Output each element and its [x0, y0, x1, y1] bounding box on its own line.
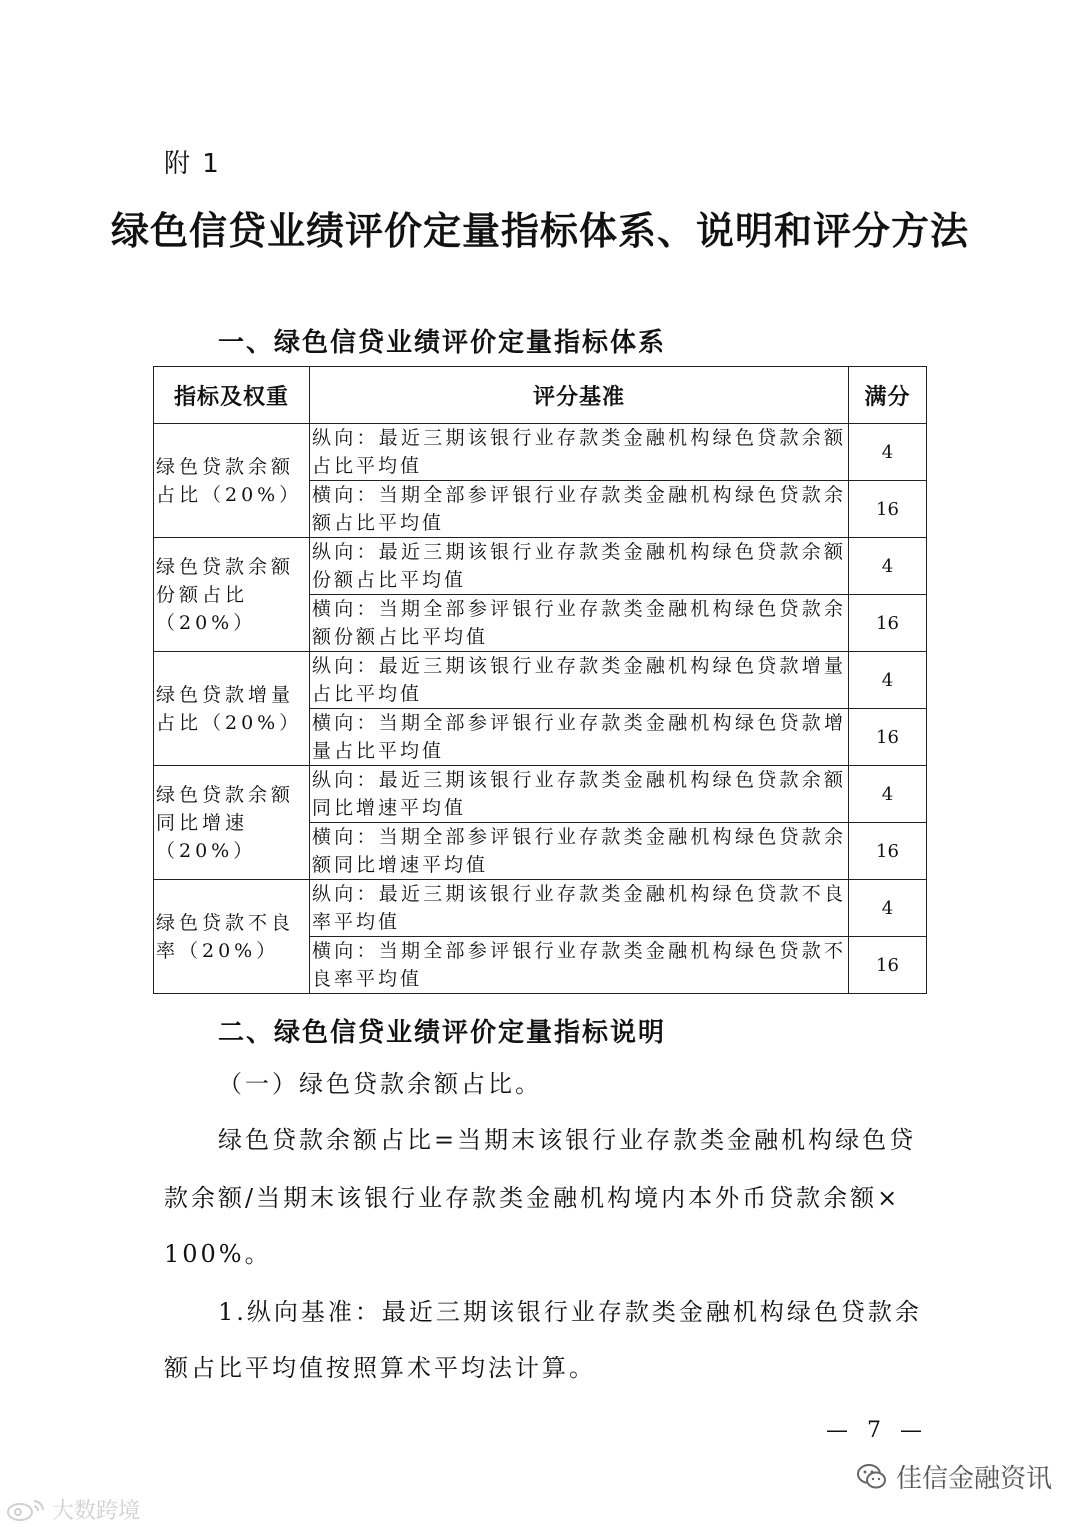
- criteria-cell: 纵向：最近三期该银行业存款类金融机构绿色贷款余额占比平均值: [310, 424, 849, 481]
- indicator-name: 绿色贷款余额占比（20%）: [154, 424, 310, 538]
- score-cell: 4: [849, 424, 927, 481]
- section-2-heading: 二、绿色信贷业绩评价定量指标说明: [218, 1018, 667, 1048]
- page-number: — 7 —: [826, 1418, 928, 1443]
- header-score: 满分: [849, 367, 927, 424]
- score-cell: 16: [849, 595, 927, 652]
- formula-line: 款余额/当期末该银行业存款类金融机构境内本外币贷款余额×: [164, 1184, 901, 1212]
- attachment-label: 附 1: [164, 149, 221, 179]
- criteria-cell: 横向：当期全部参评银行业存款类金融机构绿色贷款余额同比增速平均值: [310, 823, 849, 880]
- criteria-cell: 横向：当期全部参评银行业存款类金融机构绿色贷款增量占比平均值: [310, 709, 849, 766]
- table-row: [154, 880, 927, 937]
- criteria-cell: 纵向：最近三期该银行业存款类金融机构绿色贷款不良率平均值: [310, 880, 849, 937]
- indicator-name: 绿色贷款不良率（20%）: [154, 880, 310, 994]
- table-row: [154, 538, 927, 595]
- vertical-benchmark-line: 1.纵向基准：最近三期该银行业存款类金融机构绿色贷款余: [218, 1298, 922, 1326]
- formula-line: 100%。: [164, 1240, 272, 1268]
- watermark-text-left: 大数跨境: [52, 1499, 141, 1524]
- table-row: [154, 766, 927, 823]
- wechat-icon: [856, 1461, 888, 1493]
- indicator-name: 绿色贷款增量占比（20%）: [154, 652, 310, 766]
- criteria-cell: 横向：当期全部参评银行业存款类金融机构绿色贷款余额份额占比平均值: [310, 595, 849, 652]
- indicator-name: 绿色贷款余额份额占比（20%）: [154, 538, 310, 652]
- score-cell: 16: [849, 937, 927, 994]
- weibo-icon: [6, 1497, 48, 1523]
- formula-line: 绿色贷款余额占比=当期末该银行业存款类金融机构绿色贷: [218, 1126, 917, 1154]
- vertical-benchmark-line: 额占比平均值按照算术平均法计算。: [164, 1354, 596, 1382]
- score-cell: 4: [849, 538, 927, 595]
- score-cell: 16: [849, 709, 927, 766]
- indicator-table: [153, 366, 927, 994]
- score-cell: 16: [849, 481, 927, 538]
- watermark-text-right: 佳信金融资讯: [895, 1464, 1052, 1494]
- criteria-cell: 纵向：最近三期该银行业存款类金融机构绿色贷款余额份额占比平均值: [310, 538, 849, 595]
- criteria-cell: 横向：当期全部参评银行业存款类金融机构绿色贷款不良率平均值: [310, 937, 849, 994]
- watermark-wechat: [856, 1458, 1052, 1495]
- criteria-cell: 纵向：最近三期该银行业存款类金融机构绿色贷款余额同比增速平均值: [310, 766, 849, 823]
- score-cell: 4: [849, 880, 927, 937]
- score-cell: 16: [849, 823, 927, 880]
- watermark-weibo: [6, 1494, 140, 1525]
- document-title: 绿色信贷业绩评价定量指标体系、说明和评分方法: [110, 208, 969, 253]
- header-criteria: 评分基准: [310, 367, 849, 424]
- header-indicator: 指标及权重: [154, 367, 310, 424]
- criteria-cell: 横向：当期全部参评银行业存款类金融机构绿色贷款余额占比平均值: [310, 481, 849, 538]
- score-cell: 4: [849, 766, 927, 823]
- table-row: [154, 652, 927, 709]
- table-header-row: [154, 367, 927, 424]
- table-row: [154, 424, 927, 481]
- score-cell: 4: [849, 652, 927, 709]
- criteria-cell: 纵向：最近三期该银行业存款类金融机构绿色贷款增量占比平均值: [310, 652, 849, 709]
- subsection-heading: （一）绿色贷款余额占比。: [218, 1070, 542, 1098]
- section-1-heading: 一、绿色信贷业绩评价定量指标体系: [218, 328, 667, 358]
- indicator-name: 绿色贷款余额同比增速（20%）: [154, 766, 310, 880]
